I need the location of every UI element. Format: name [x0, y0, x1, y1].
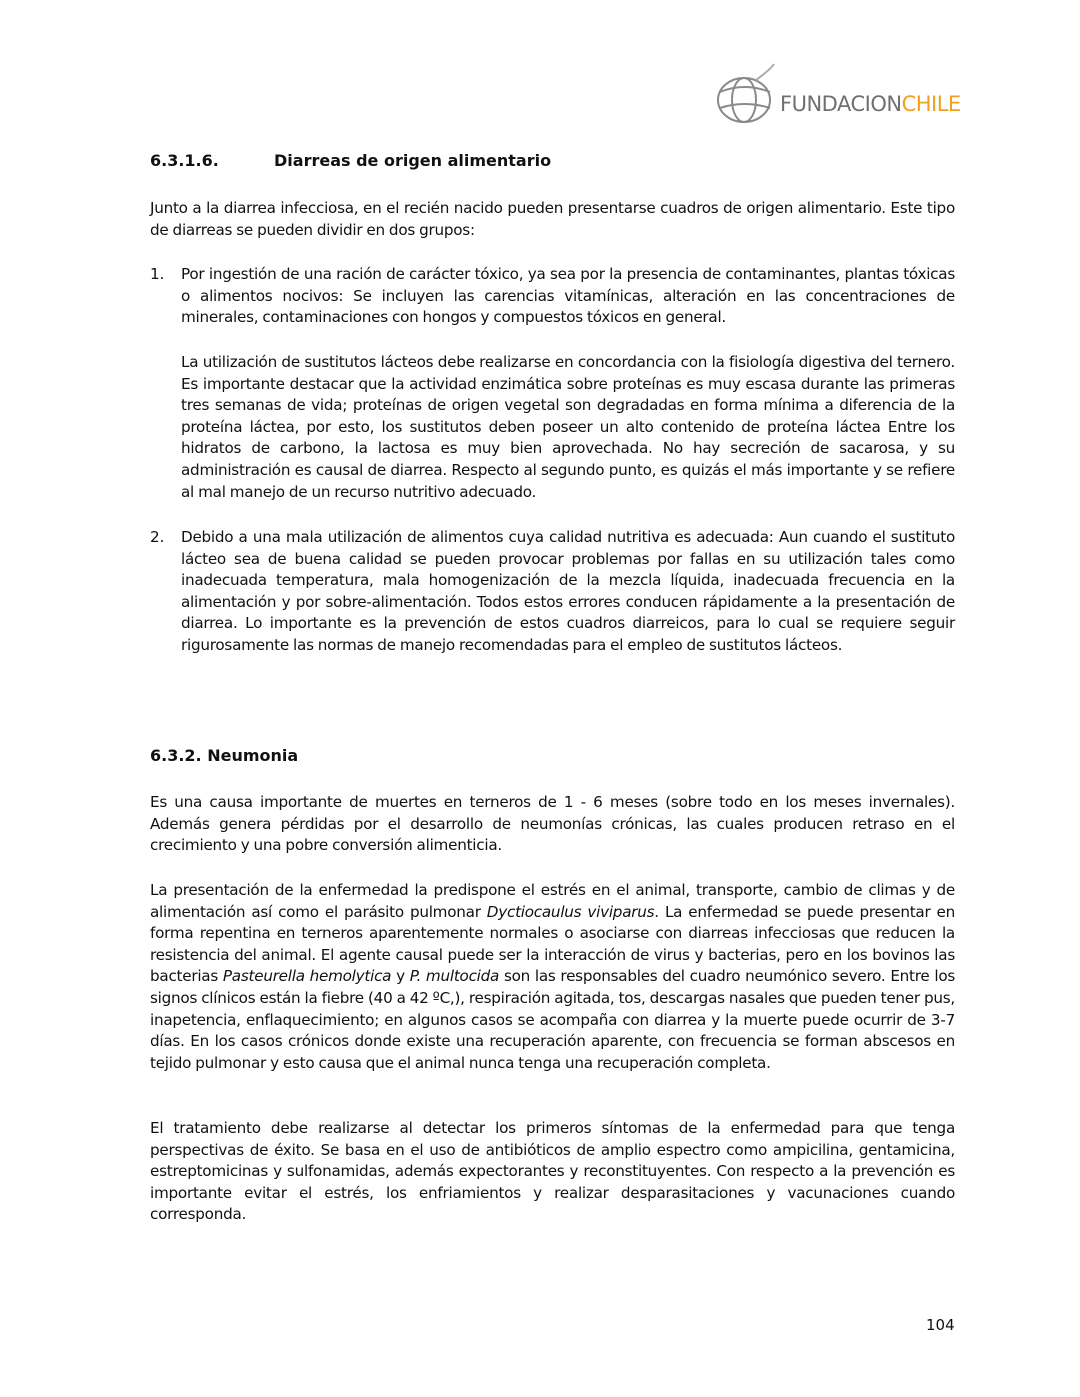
section-number: 6.3.2. [150, 746, 202, 765]
italic-term: Pasteurella hemolytica [222, 967, 392, 986]
section-heading-6-3-1-6 [150, 151, 552, 170]
intro-paragraph [150, 198, 955, 241]
section-title: Neumonia [207, 746, 299, 765]
text-run: El tratamiento debe realizarse al detectar los primeros síntomas de la enfermedad para que tenga perspectivas de éxito. Se basa en el uso de antibióticos de amplio espectro como ampicilina, gentamicina, estreptomicinas y sulfonamidas, además expectorantes y reconstituyentes. Con respecto a la prevención es importante evitar el estrés, los enfriamientos y realizar desparasitaciones y vacunaciones cuando corresponda. [150, 1119, 955, 1224]
list-marker: 1. [150, 265, 165, 283]
text-run: . La enfermedad se puede presentar en forma repentina en terneros aparentemente normales o asociarse con diarreas infecciosas que reducen la resistencia del animal. El agente causal puede ser la interacción de virus y bacterias, pero en los bovinos las bacterias [150, 902, 956, 986]
text-run: Junto a la diarrea infecciosa, en el recién nacido pueden presentarse cuadros de origen alimentario. Este tipo de diarreas se pueden dividir en dos grupos: [150, 199, 955, 239]
text-run: Por ingestión de una ración de carácter tóxico, ya sea por la presencia de contaminantes, plantas tóxicas o alimentos nocivos: Se incluyen las carencias vitamínicas, alteración en las concentraciones de minerales, contaminaciones con hongos y compuestos tóxicos en general. [181, 265, 955, 327]
list-item-1-text [181, 264, 955, 329]
logo-word-chile: CHILE [901, 92, 961, 116]
neumonia-paragraph-2 [150, 880, 955, 1074]
text-run: La utilización de sustitutos lácteos debe realizarse en concordancia con la fisiología digestiva del ternero. Es importante destacar que la actividad enzimática sobre proteínas es muy escasa durante las primeras tres semanas de vida; proteínas de origen vegetal son degradadas en forma mínima a diferencia de la proteína láctea, por esto, los sustitutos deben poseer un alto contenido de proteína láctea Entre los hidratos de carbono, la lactosa es muy bien aprovechada. No hay secreción de sacarosa, y su administración es causal de diarrea. Respecto al segundo punto, es quizás el más importante y se refiere al mal manejo de un recurso nutritivo adecuado. [181, 353, 955, 501]
text-run: Es una causa importante de muertes en terneros de 1 - 6 meses (sobre todo en los meses invernales). Además genera pérdidas por el desarrollo de neumonías crónicas, las cuales producen retraso en el crecimiento y una pobre conversión alimenticia. [150, 793, 955, 855]
neumonia-paragraph-3 [150, 1118, 955, 1226]
section-heading-6-3-2 [150, 746, 298, 765]
fundacion-chile-logo [712, 60, 962, 132]
globe-icon [712, 60, 782, 132]
section-title: Diarreas de origen alimentario [274, 151, 552, 170]
neumonia-paragraph-1 [150, 792, 955, 857]
list-marker: 2. [150, 528, 165, 546]
list-item-1-subparagraph [181, 352, 955, 503]
text-run: son las responsables del cuadro neumónico severo. Entre los signos clínicos están la fiebre (40 a 42 ºC,), respiración agitada, tos, descargas nasales que pueden tener pus, inapetencia, enflaquecimiento; en algunos casos se acompaña con diarrea y la muerte puede ocurrir de 3-7 días. En los casos crónicos donde existe una recuperación aparente, con frecuencia se forman abscesos en tejido pulmonar y esto causa que el animal nunca tenga una recuperación completa. [150, 967, 956, 1072]
text-run: La presentación de la enfermedad la predispone el estrés en el animal, transporte, cambio de climas y de alimentación así como el parásito pulmonar [150, 881, 955, 921]
text-run: y [391, 967, 410, 986]
text-run: Debido a una mala utilización de alimentos cuya calidad nutritiva es adecuada: Aun cuando el sustituto lácteo sea de buena calidad se pueden provocar problemas por fallas en su utilización tales como inadecuada temperatura, mala homogenización de la mezcla líquida, inadecuada frecuencia en la alimentación y por sobre-alimentación. Todos estos errores conducen rápidamente a la presentación de diarrea. Lo importante es la prevención de estos cuadros diarreicos, para lo cual se requiere seguir rigurosamente las normas de manejo recomendadas para el empleo de sustitutos lácteos. [181, 528, 955, 654]
logo-text [780, 92, 961, 116]
logo-word-fundacion: FUNDACION [780, 92, 902, 116]
list-item-2-text [181, 527, 955, 657]
italic-term: Dyctiocaulus viviparus [486, 902, 655, 921]
section-number: 6.3.1.6. [150, 151, 219, 170]
italic-term: P. multocida [409, 967, 500, 986]
page-number: 104 [926, 1316, 955, 1334]
